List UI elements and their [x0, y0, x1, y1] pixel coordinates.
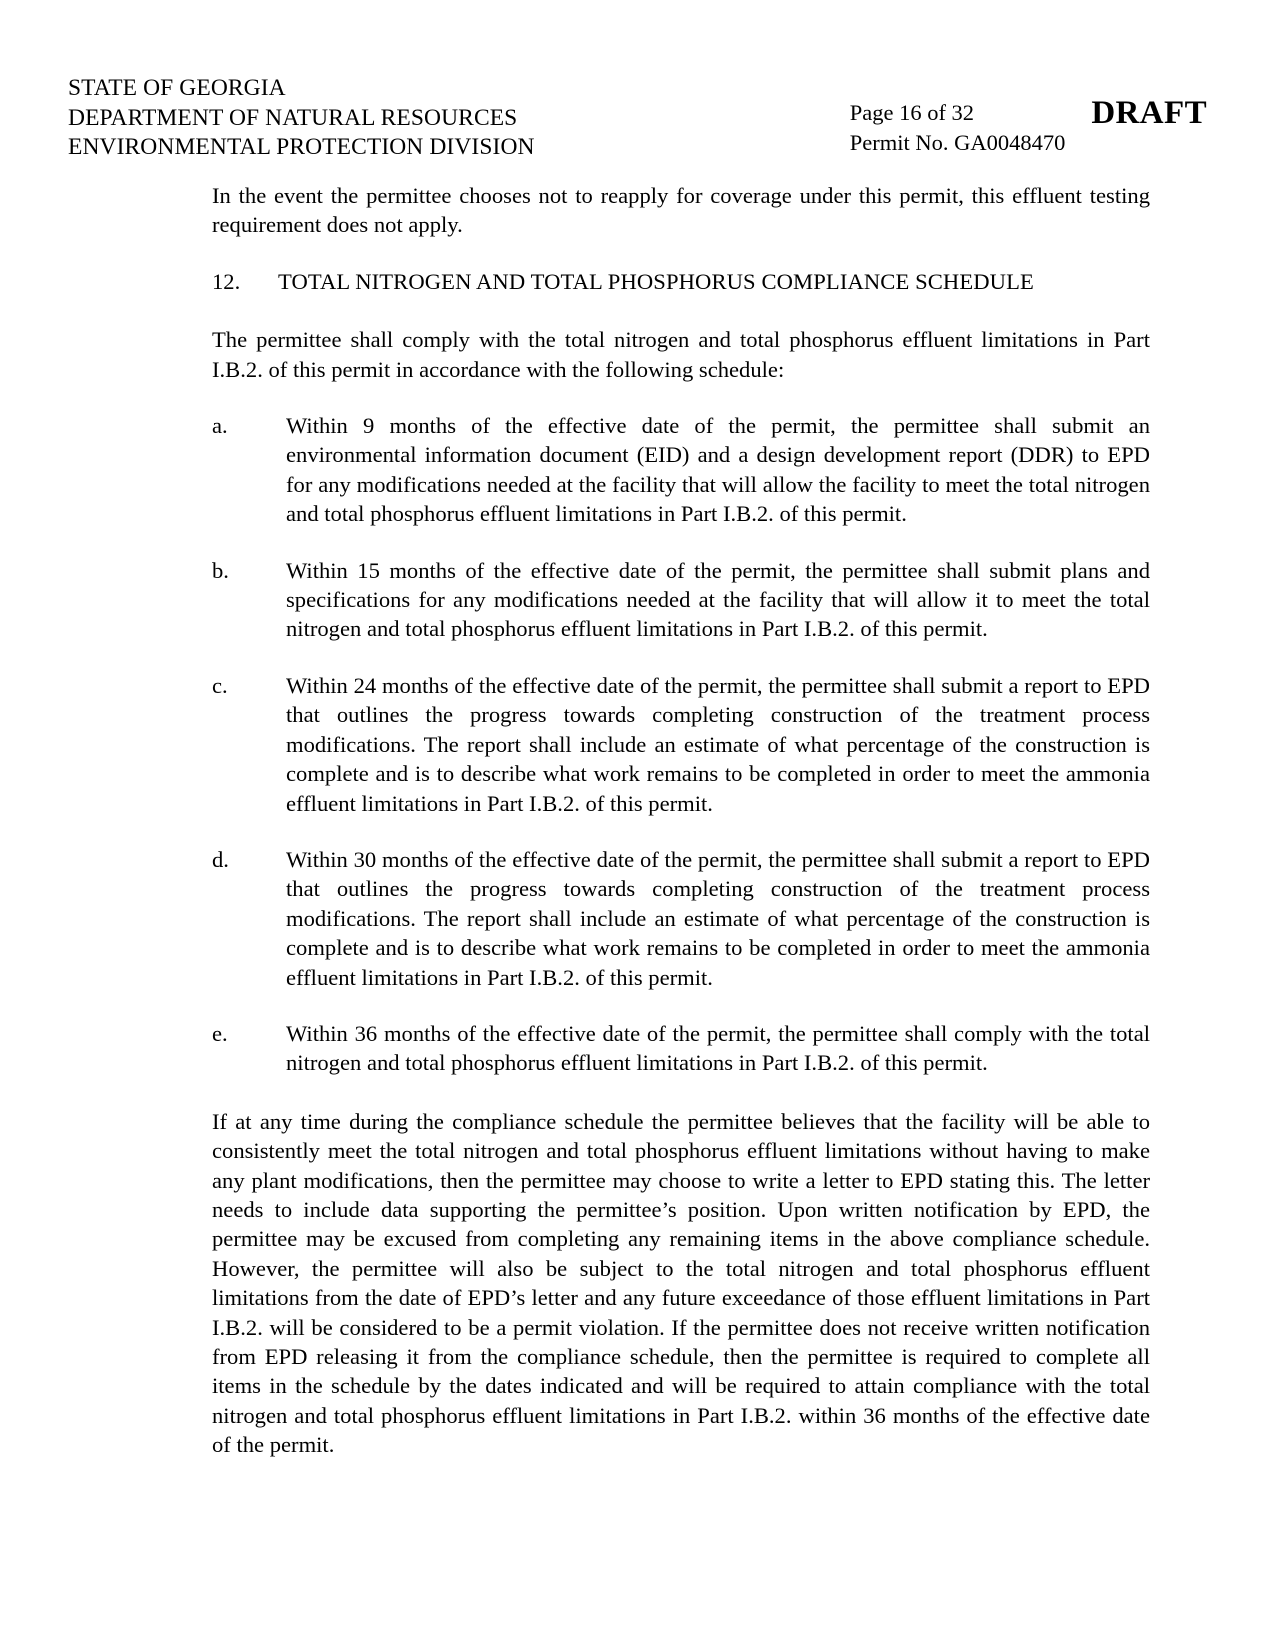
section-title: TOTAL NITROGEN AND TOTAL PHOSPHORUS COMPLIANCE SCHEDULE: [278, 268, 1034, 294]
list-item-text: Within 30 months of the effective date of the permit, the permittee shall submit a report to EPD that outlines the progress towards completing construction of the treatment process modifications. The report shall include an estimate of what percentage of the construction is complete and is to describe what work remains to be completed in order to meet the ammonia effluent limitations in Part I.B.2. of this permit.: [286, 846, 1150, 990]
draft-stamp: DRAFT: [1091, 95, 1207, 131]
header-right-block: [850, 74, 1207, 158]
list-item: [212, 671, 1150, 818]
closing-paragraph: If at any time during the compliance schedule the permittee believes that the facility will be able to consistently meet the total nitrogen and total phosphorus effluent limitations without having to make any plant modifications, then the permittee may choose to write a letter to EPD stating this. The letter needs to include data supporting the permittee’s position. Upon written notification by EPD, the permittee may be excused from completing any remaining items in the above compliance schedule. However, the permittee will also be subject to the total nitrogen and total phosphorus effluent limitations from the date of EPD’s letter and any future exceedance of those effluent limitations in Part I.B.2. will be considered to be a permit violation. If the permittee does not receive written notification from EPD releasing it from the compliance schedule, then the permittee is required to complete all items in the schedule by the dates indicated and will be required to attain compliance with the total nitrogen and total phosphorus effluent limitations in Part I.B.2. within 36 months of the effective date of the permit.: [212, 1108, 1150, 1458]
list-item: [212, 1019, 1150, 1078]
intro-paragraph: In the event the permittee chooses not to reapply for coverage under this permit, this effluent testing requirement does not apply.: [212, 183, 1150, 238]
agency-line-division: ENVIRONMENTAL PROTECTION DIVISION: [68, 134, 535, 160]
list-item-text: Within 15 months of the effective date of the permit, the permittee shall submit plans and specifications for any modifications needed at the facility that will allow it to meet the total nitrogen and total phosphorus effluent limitations in Part I.B.2. of this permit.: [286, 557, 1150, 642]
list-item-marker: e.: [212, 1020, 228, 1046]
list-item-marker: a.: [212, 413, 228, 439]
list-item-marker: b.: [212, 557, 229, 583]
list-item-marker: c.: [212, 672, 228, 698]
list-item: [212, 411, 1150, 529]
list-item: [212, 556, 1150, 644]
agency-heading: [68, 74, 535, 163]
list-item: [212, 845, 1150, 992]
section-lead-paragraph: The permittee shall comply with the total nitrogen and total phosphorus effluent limitations in Part I.B.2. of this permit in accordance with the following schedule:: [212, 327, 1150, 382]
document-body: [212, 181, 1150, 1487]
list-item-text: Within 36 months of the effective date of the permit, the permittee shall comply with the total nitrogen and total phosphorus effluent limitations in Part I.B.2. of this permit.: [286, 1020, 1150, 1076]
section-heading: [212, 267, 1150, 296]
section-number: 12.: [212, 268, 241, 294]
page-meta: [850, 98, 1092, 158]
agency-line-department: DEPARTMENT OF NATURAL RESOURCES: [68, 104, 518, 131]
page-header: [68, 74, 1207, 163]
permit-number-label: Permit No. GA0048470: [849, 130, 1066, 155]
agency-line-state: STATE OF GEORGIA: [68, 75, 286, 101]
list-item-marker: d.: [212, 846, 229, 872]
list-item-text: Within 9 months of the effective date of the permit, the permittee shall submit an environmental information document (EID) and a design development report (DDR) to EPD for any modifications needed at the facility that will allow the facility to meet the total nitrogen and total phosphorus effluent limitations in Part I.B.2. of this permit.: [286, 413, 1150, 527]
page-number-label: Page 16 of 32: [849, 100, 975, 125]
compliance-schedule-list: [212, 411, 1150, 1078]
list-item-text: Within 24 months of the effective date of the permit, the permittee shall submit a report to EPD that outlines the progress towards completing construction of the treatment process modifications. The report shall include an estimate of what percentage of the construction is complete and is to describe what work remains to be completed in order to meet the ammonia effluent limitations in Part I.B.2. of this permit.: [286, 672, 1150, 816]
